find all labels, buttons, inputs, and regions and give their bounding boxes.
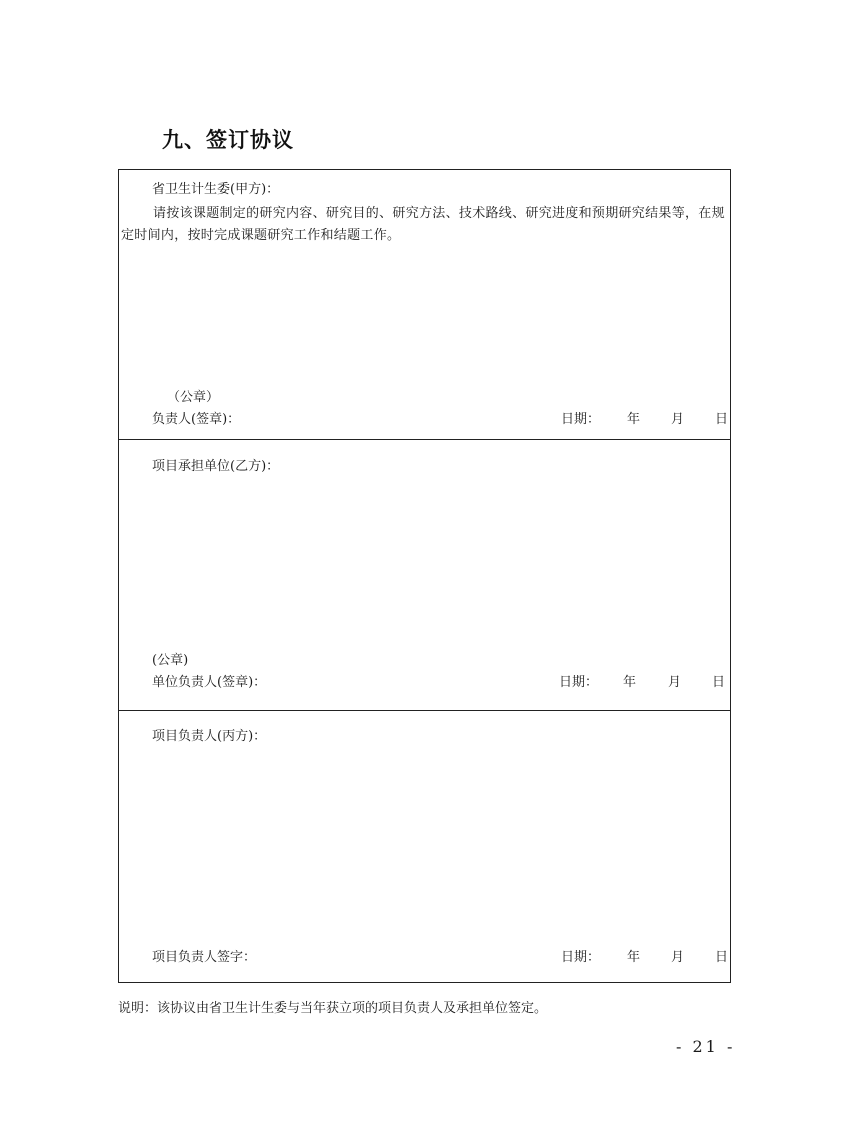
page-number: - 21 - — [676, 1037, 736, 1056]
party-a-signer: 负责人(签章)： — [152, 412, 241, 427]
agreement-table — [118, 169, 731, 983]
party-b-seal: (公章) — [152, 653, 189, 668]
party-a-body: 请按该课题制定的研究内容、研究目的、研究方法、技术路线、研究进度和预期研究结果等，在规定时间内，按时完成课题研究工作和结题工作。 — [121, 206, 725, 243]
party-b-date-day: 日 — [712, 675, 726, 690]
party-c-date-year: 年 — [627, 950, 641, 965]
party-c-heading: 项目负责人(丙方)： — [152, 729, 267, 744]
party-c-date-label: 日期： — [561, 950, 601, 965]
party-a-seal: （公章） — [167, 390, 220, 405]
page-title: 九、签订协议 — [162, 128, 294, 152]
party-a-date-year: 年 — [627, 412, 641, 427]
party-b-section — [119, 440, 730, 711]
party-c-section — [119, 711, 730, 982]
party-b-date-label: 日期： — [559, 675, 599, 690]
party-c-signer: 项目负责人签字： — [152, 950, 257, 965]
party-c-date-day: 日 — [715, 950, 729, 965]
party-a-date-month: 月 — [671, 412, 685, 427]
party-a-date-label: 日期： — [561, 412, 601, 427]
party-b-signer: 单位负责人(签章)： — [152, 675, 267, 690]
party-b-heading: 项目承担单位(乙方)： — [152, 459, 280, 474]
party-a-heading: 省卫生计生委(甲方)： — [152, 182, 280, 197]
party-b-date-year: 年 — [623, 675, 637, 690]
party-a-section — [119, 170, 730, 440]
party-c-date-month: 月 — [671, 950, 685, 965]
party-a-date-day: 日 — [715, 412, 729, 427]
party-b-date-month: 月 — [668, 675, 682, 690]
footnote: 说明：该协议由省卫生计生委与当年获立项的项目负责人及承担单位签定。 — [118, 1001, 548, 1016]
